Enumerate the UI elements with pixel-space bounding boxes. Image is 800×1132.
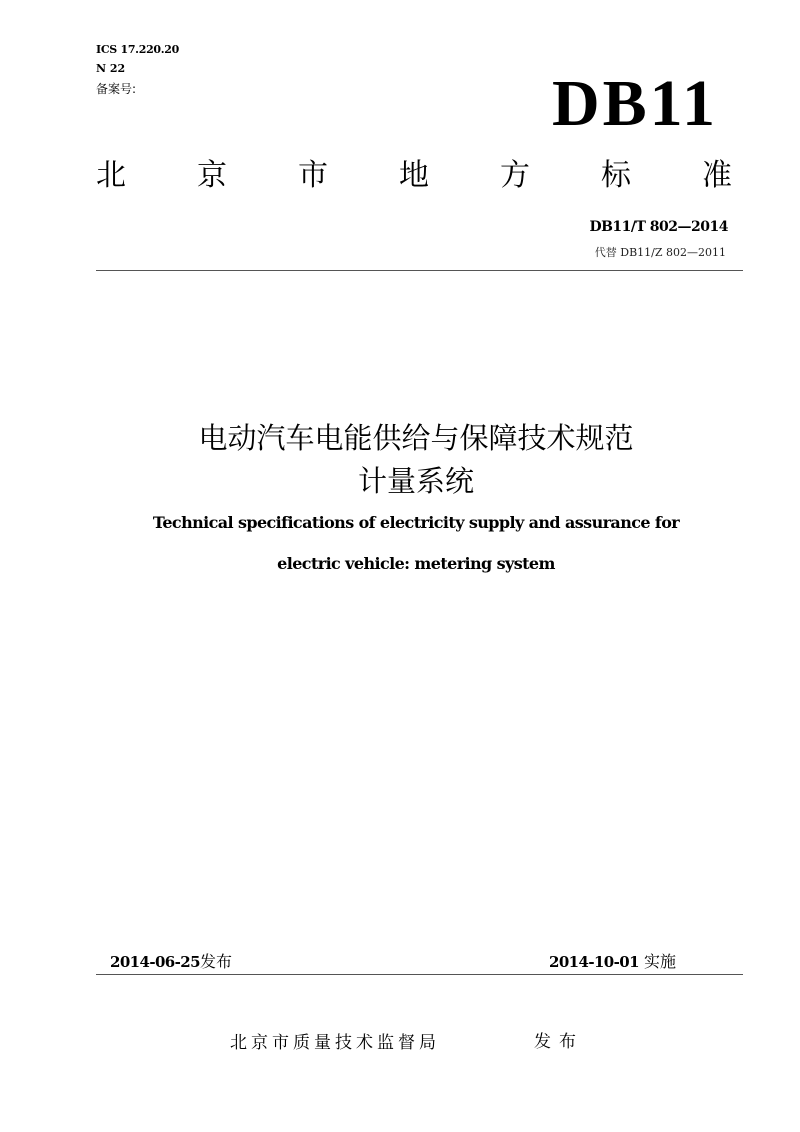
title-english-line1: Technical specifications of electricity supply and assurance for [152, 513, 680, 532]
standard-type-char: 地 [399, 158, 429, 193]
standard-type-char: 北 [96, 158, 126, 193]
replaces-standard: 代替 DB11/Z 802—2011 [594, 246, 726, 259]
publish-label: 发布 [199, 952, 232, 971]
implement-date-value: 2014-10-01 [549, 953, 639, 971]
implement-date [549, 951, 676, 973]
standard-number: DB11/T 802—2014 [589, 219, 728, 235]
title-english-line2: electric vehicle: metering system [277, 554, 555, 573]
standard-type-char: 标 [601, 158, 631, 193]
issue-label: 发布 [534, 1032, 584, 1052]
footer-divider [96, 974, 743, 975]
issuing-authority: 北京市质量技术监督局 [230, 1033, 440, 1053]
publish-date-value: 2014-06-25 [110, 953, 200, 971]
standard-type-char: 方 [500, 158, 530, 193]
standard-type-char: 准 [702, 158, 732, 193]
standard-type-char: 京 [197, 158, 227, 193]
ccs-code: N 22 [96, 62, 126, 75]
db-standard-logo: DB11 [551, 67, 718, 140]
publish-date [110, 951, 232, 973]
ics-code: ICS 17.220.20 [96, 43, 180, 56]
standard-type-char: 市 [298, 158, 328, 193]
implement-label: 实施 [644, 952, 677, 971]
header-divider [96, 270, 743, 271]
title-chinese-line1: 电动汽车电能供给与保障技术规范 [198, 421, 634, 455]
standard-type-heading [96, 154, 732, 198]
title-chinese-line2: 计量系统 [357, 464, 474, 498]
record-number-label: 备案号: [96, 82, 137, 96]
